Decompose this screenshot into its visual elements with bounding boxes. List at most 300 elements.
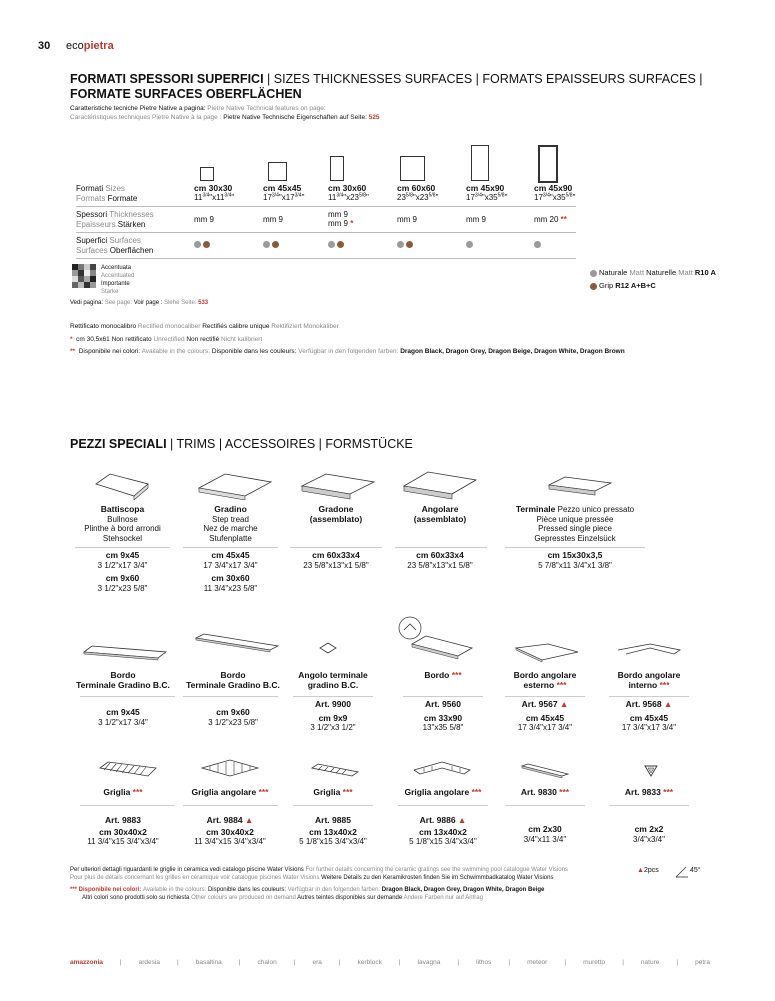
texture-swatch-icon — [72, 264, 96, 288]
bordo-angolare-esterno-drawing — [512, 640, 582, 666]
legend-grip — [590, 279, 716, 292]
trim-name: Griglia *** — [313, 787, 353, 797]
natural-dot-icon — [194, 241, 201, 248]
pcs-label: 2pcs — [643, 867, 659, 874]
trim-desc: Plinthe à bord arrondi — [84, 524, 161, 533]
size-cm: cm 9x9 — [318, 712, 348, 723]
inch-frac: 3/4 — [294, 192, 302, 199]
surface-dots — [194, 240, 212, 249]
inch-part: 11 — [328, 193, 337, 202]
size-cm: cm 60x60 — [397, 183, 436, 193]
angolo-terminale-drawing — [318, 640, 338, 656]
size-inch: 23 5/8"x13"x1 5/8" — [303, 560, 369, 570]
trim-desc: Stehsockel — [102, 533, 143, 543]
footer-link-muretto[interactable]: muretto — [583, 959, 606, 966]
divider — [290, 547, 382, 548]
trim-name-rest: Pezzo unico pressato — [555, 505, 635, 514]
trim-name: Terminale — [515, 504, 556, 514]
inch-frac: 5/8 — [359, 192, 366, 199]
footer-separator: | — [238, 959, 241, 966]
divider — [609, 696, 689, 697]
inch-frac: 3/4 — [336, 192, 344, 199]
note-text: Verfügbar in den folgenden farben: — [287, 887, 382, 893]
angle-icon — [675, 865, 689, 883]
trim-art-9830-sizes — [500, 825, 590, 844]
legend-text: Grip — [599, 281, 616, 290]
divider — [76, 232, 576, 233]
divider — [505, 805, 585, 806]
inch-part: " — [231, 193, 235, 202]
row-label-surfaces — [76, 236, 153, 256]
trim-name: Art. 9830 *** — [520, 787, 570, 797]
note-text: Pietre Native Technische Eigenschaften auf Seite: — [223, 114, 369, 121]
size-inch — [397, 193, 438, 202]
legend-text: Matt — [629, 268, 647, 277]
row-label-formats — [76, 184, 137, 204]
colours-note — [70, 886, 710, 902]
footer-separator: | — [508, 959, 511, 966]
brand-suffix: pietra — [83, 40, 114, 52]
title-bold: FORMATI SPESSORI SUPERFICI — [70, 72, 264, 86]
format-45x90-thick-icon — [538, 145, 558, 183]
size-cm: cm 9x45 — [106, 707, 140, 717]
label-fr: Surfaces — [76, 246, 110, 255]
page-number: 30 — [38, 40, 51, 52]
footer-separator: | — [293, 959, 296, 966]
see-page-number: 533 — [198, 300, 209, 306]
natural-dot-icon — [397, 241, 404, 248]
size-cm: cm 33x90 — [423, 712, 463, 723]
angle-label: 45° — [690, 867, 701, 874]
surface-legend — [590, 266, 716, 292]
inch-part: 17 — [263, 193, 272, 202]
label-en: Sizes — [105, 184, 125, 193]
note-text: Caractéristiques techniques Pietre Native à la page : — [70, 114, 224, 121]
inch-frac: 5/8 — [428, 192, 436, 199]
footer-separator: | — [622, 959, 624, 966]
size-cm: cm 45x45 — [211, 550, 250, 560]
inch-part: "x23 — [412, 193, 429, 202]
inch-part: 23 — [397, 193, 406, 202]
footer-separator: | — [564, 959, 567, 966]
inch-frac: 3/4 — [271, 192, 279, 199]
note-text: Disponible dans les couleurs: — [207, 887, 288, 893]
size-inch: 13"x35 5/8" — [422, 723, 464, 732]
size-cm: cm 30x60 — [211, 573, 250, 583]
natural-dot-icon — [466, 241, 473, 248]
trim-gradone — [286, 505, 386, 524]
label-fr: Epaisseurs — [76, 220, 118, 229]
size-inch: 11 3/4"x23 5/8" — [203, 583, 258, 593]
brand-prefix: eco — [66, 40, 84, 52]
trim-desc: Bullnose — [107, 514, 138, 524]
divider — [505, 696, 585, 697]
thickness-line-red: mm 9 * — [328, 219, 354, 228]
trim-name: interno *** — [628, 679, 670, 690]
trim-bordo-terminale-1-sizes — [68, 708, 178, 727]
technical-note — [70, 104, 710, 122]
trim-angolo-sizes — [288, 700, 378, 733]
divider — [80, 805, 175, 806]
article-number: Art. 9883 — [105, 815, 141, 825]
label-en: Surfaces — [109, 236, 141, 245]
divider — [403, 696, 483, 697]
trim-name: Terminale Gradino B.C. — [186, 679, 280, 690]
size-cm: cm 45x45 — [629, 712, 669, 723]
bordo-terminale-60-drawing — [192, 632, 282, 654]
size-inch: 5 7/8"x11 3/4"x1 3/8" — [538, 560, 612, 570]
size-inch — [534, 193, 575, 202]
title-rest: | SIZES THICKNESSES SURFACES | FORMATS EPAISSEURS SURFACES | — [263, 72, 703, 86]
note-text: Rektifiziert Monokaliber — [271, 323, 339, 330]
thickness-value: mm 9 — [194, 215, 214, 224]
size-inch: 5 1/8"x15 3/4"x3/4" — [409, 837, 477, 846]
label-en: Thicknesses — [109, 210, 154, 219]
inch-part: "x35 — [481, 193, 498, 202]
article-number: Art. 9886 ▲ — [419, 815, 467, 825]
footer-link-amazzonia[interactable]: amazzonia — [70, 959, 103, 966]
size-cm: cm 30x40x2 — [206, 826, 254, 837]
thickness-value: mm 9 — [397, 215, 417, 224]
inch-frac: 5/8 — [497, 192, 505, 199]
size-cm: cm 45x90 — [534, 183, 573, 193]
trim-name: Bordo — [110, 670, 136, 680]
inch-frac: 5/8 — [565, 192, 573, 199]
size-inch: 11 3/4"x15 3/4"x3/4" — [194, 837, 266, 846]
label-it: Superfici — [76, 236, 110, 245]
trim-name: Bordo *** — [424, 670, 462, 680]
size-cm: cm 2x30 — [528, 824, 562, 834]
inch-frac: 5/8 — [405, 192, 413, 199]
legend-text: Naturelle — [646, 268, 679, 277]
trim-bordo-interno — [604, 671, 694, 690]
note-text: Disponible dans les couleurs: — [211, 348, 299, 355]
footer-separator: | — [119, 959, 122, 966]
see-text: See page: — [104, 300, 134, 306]
inch-part: " — [435, 193, 439, 202]
divider — [609, 805, 689, 806]
trim-name: Battiscopa — [100, 504, 145, 514]
divider — [80, 696, 175, 697]
trim-griglia-9885-sizes — [283, 816, 383, 847]
note-text: Rectifiés calibre unique — [202, 323, 272, 330]
star-marker: * — [70, 336, 73, 343]
grip-dot-icon — [203, 241, 210, 248]
trim-angolare — [390, 505, 490, 524]
trim-bordo-terminale-1 — [68, 671, 178, 690]
terminale-drawing — [545, 473, 615, 499]
note-text: Caratteristiche tecniche Pietre Native a pagina: — [70, 105, 208, 112]
trim-name: gradino B.C. — [307, 679, 359, 690]
trim-bordo-terminale-2-sizes — [178, 708, 288, 727]
size-cm: cm 45x45 — [525, 712, 565, 723]
brand-logo — [66, 40, 114, 52]
natural-dot-icon — [590, 270, 597, 277]
trim-interno-sizes — [604, 700, 694, 733]
footer-separator: | — [398, 959, 401, 966]
trim-bordo-terminale-2 — [178, 671, 288, 690]
trim-art-9830 — [500, 788, 590, 798]
size-inch: 3 1/2"x23 5/8" — [208, 717, 258, 727]
inch-frac: 3/4 — [202, 192, 210, 199]
size-inch: 3 1/2"x17 3/4" — [97, 560, 148, 570]
trim-gradone-sizes — [286, 551, 386, 570]
trim-terminale-sizes — [495, 551, 655, 570]
trim-esterno-sizes — [500, 700, 590, 733]
trim-griglia-9885 — [288, 788, 378, 798]
divider — [183, 696, 278, 697]
grip-dot-icon — [590, 283, 597, 290]
size-inch: 11 3/4"x15 3/4"x3/4" — [87, 837, 159, 846]
size-inch: 3/4"x11 3/4" — [523, 834, 567, 844]
article-number: Art. 9884 ▲ — [206, 815, 254, 825]
size-inch — [328, 193, 369, 202]
row-label-thickness — [76, 210, 154, 230]
double-star-note — [70, 347, 710, 356]
size-cm: cm 13x40x2 — [419, 826, 467, 837]
divider — [183, 805, 278, 806]
note-text: *** Disponibile nei colori: — [70, 887, 144, 893]
trim-bordo-9560 — [398, 671, 488, 681]
natural-dot-icon — [534, 241, 541, 248]
gradone-drawing — [298, 470, 378, 500]
size-cm: cm 45x90 — [466, 183, 505, 193]
inch-part: "x17 — [278, 193, 295, 202]
inch-part: " — [572, 193, 576, 202]
bullnose-drawing — [92, 470, 152, 500]
footer-separator: | — [676, 959, 679, 966]
label-it: Formati — [76, 184, 106, 193]
footer-link-chalon[interactable]: chalon — [257, 959, 277, 966]
format-30x60-icon — [330, 156, 344, 181]
footer-link-nature[interactable]: nature — [640, 959, 660, 966]
size-cm: cm 30x40x2 — [99, 826, 147, 837]
triangle-icon: ▲ — [637, 867, 644, 874]
surface-dots — [263, 240, 281, 249]
trim-griglia-9886 — [388, 788, 498, 798]
inch-part: "x23 — [343, 193, 360, 202]
label-de: Formate — [107, 194, 138, 203]
note-text: Disponibile nei colori: — [78, 348, 142, 355]
size-cm: cm 13x40x2 — [309, 826, 357, 837]
trim-art-9833 — [604, 788, 694, 798]
footer-link-lithos[interactable]: lithos — [476, 959, 492, 966]
size-cm: cm 9x60 — [216, 707, 250, 717]
size-inch: 17 3/4"x17 3/4" — [517, 723, 573, 732]
article-number: Art. 9885 — [315, 815, 351, 825]
footer-link-petra[interactable]: petra — [695, 959, 710, 966]
texture-legend — [101, 264, 134, 296]
note-text: cm 30,5x61 Non rettificato — [76, 336, 154, 343]
bordo-9560-drawing — [396, 614, 476, 664]
trim-name: Angolare — [421, 504, 459, 514]
trim-desc: Pressed single piece — [538, 524, 612, 533]
legend-text: Naturale — [599, 268, 630, 277]
inch-part: " — [365, 193, 369, 202]
grating-note — [70, 866, 630, 882]
inch-part: 17 — [466, 193, 475, 202]
size-inch: 3 1/2"x17 3/4" — [98, 717, 148, 727]
thickness-value: mm 9 — [466, 215, 486, 224]
thickness-value — [328, 210, 353, 228]
see-page-note — [70, 299, 208, 307]
star-note — [70, 335, 710, 344]
surface-dots — [397, 240, 415, 249]
trim-desc: (assemblato) — [309, 513, 363, 524]
natural-dot-icon — [328, 241, 335, 248]
label-fr: Formats — [76, 194, 108, 203]
size-cm: cm 2x2 — [634, 824, 664, 834]
footer-separator: | — [177, 959, 179, 966]
divider — [76, 206, 576, 207]
divider — [395, 547, 487, 548]
footer-separator: | — [338, 959, 341, 966]
footer-separator: | — [457, 959, 460, 966]
trim-name: Griglia angolare *** — [191, 787, 269, 797]
format-column — [397, 184, 438, 202]
trim-griglia-9886-sizes — [388, 816, 498, 847]
trim-bordo-esterno — [500, 671, 590, 690]
trim-bullnose — [70, 505, 175, 543]
trim-name: Gradino — [214, 504, 247, 514]
grip-dot-icon — [406, 241, 413, 248]
legend-natural — [590, 266, 716, 279]
see-text: Vedi pagina: — [70, 300, 105, 306]
note-text: Dragon Black, Dragon Grey, Dragon Beige, Dragon White, Dragon Brown — [400, 348, 625, 355]
trim-griglia-9884-sizes — [175, 816, 285, 847]
format-column — [328, 184, 369, 202]
format-45x90-icon — [471, 145, 489, 181]
footer-link-era[interactable]: era — [312, 959, 322, 966]
note-text: Available in the colours: — [141, 348, 212, 355]
size-cm: cm 15x30x3,5 — [547, 550, 603, 560]
inch-frac: 3/4 — [542, 192, 550, 199]
size-cm: cm 60x33x4 — [416, 550, 464, 560]
note-text: Available in the colours: — [143, 887, 208, 893]
trim-bordo-9560-sizes — [398, 700, 488, 733]
pcs-legend — [637, 867, 659, 874]
divider — [75, 547, 170, 548]
trim-name: Art. 9833 *** — [624, 787, 674, 797]
natural-dot-icon — [263, 241, 270, 248]
thickness-line: mm 9 — [328, 210, 348, 219]
footer-collection-nav — [70, 959, 710, 966]
title-bold: PEZZI SPECIALI — [70, 437, 167, 451]
trim-name: esterno *** — [523, 679, 567, 690]
griglia-9883-drawing — [98, 760, 158, 780]
size-inch: 3 1/2"x3 1/2" — [310, 723, 356, 732]
trim-bullnose-sizes — [70, 551, 175, 593]
article-number: Art. 9568 ▲ — [625, 699, 673, 709]
note-text: Verfügbar in den folgenden farben: — [298, 348, 401, 355]
divider — [183, 547, 278, 548]
label-it: Spessori — [76, 210, 110, 219]
footer-link-basaltina[interactable]: basaltina — [195, 959, 222, 966]
trim-desc: Stufenplatte — [209, 533, 252, 543]
thickness-value: mm 9 — [263, 215, 283, 224]
trim-desc: Nez de marche — [203, 524, 258, 533]
note-text: Non rectifié — [186, 336, 222, 343]
trim-desc: Pièce unique pressée — [536, 514, 614, 524]
thickness-value: mm 20 ** — [534, 215, 567, 224]
trim-name: Bordo angolare — [617, 670, 681, 680]
inch-part: 17 — [534, 193, 543, 202]
footer-link-ardesia[interactable]: ardesia — [138, 959, 160, 966]
note-page: 525 — [368, 114, 380, 121]
footer-link-kerblock[interactable]: kerblock — [357, 959, 382, 966]
format-30x30-icon — [200, 167, 214, 181]
note-text: Pour plus de détails concernant les grilles en céramique voir catalogue piscines Water Visions — [70, 875, 322, 881]
trim-name: Terminale Gradino B.C. — [76, 679, 170, 690]
inch-frac: 3/4 — [474, 192, 482, 199]
size-cm: cm 30x30 — [194, 183, 233, 193]
inch-part: " — [301, 193, 305, 202]
footer-link-meteor[interactable]: meteor — [527, 959, 548, 966]
legend-text: R12 A+B+C — [615, 281, 656, 290]
section-title-formats — [70, 72, 710, 102]
size-cm: cm 60x33x4 — [312, 550, 360, 560]
step-tread-drawing — [195, 470, 275, 500]
bordo-angolare-interno-drawing — [614, 640, 684, 666]
divider — [293, 805, 373, 806]
size-cm: cm 9x60 — [105, 573, 140, 583]
texture-label: Accentuata — [101, 265, 132, 271]
section-title-trims — [70, 437, 710, 452]
trim-angolare-sizes — [390, 551, 490, 570]
title-rest: | TRIMS | ACCESSOIRES | FORMSTÜCKE — [166, 437, 413, 451]
size-cm: cm 30x60 — [328, 183, 367, 193]
trim-name: Gradone — [318, 504, 354, 514]
title-line2: FORMATE SURFACES OBERFLÄCHEN — [70, 87, 302, 101]
divider — [76, 258, 576, 259]
size-inch: 17 3/4"x17 3/4" — [621, 723, 677, 732]
trim-griglia-9883-sizes — [68, 816, 178, 847]
article-number: Art. 9560 — [425, 699, 461, 709]
texture-label: Accentuated — [101, 273, 135, 279]
format-column — [534, 184, 575, 202]
note-text: Altri colori sono prodotti solo su richiesta — [82, 895, 192, 901]
footer-link-lavagna[interactable]: lavagna — [417, 959, 441, 966]
surface-dots — [328, 240, 346, 249]
trim-name: Griglia *** — [103, 787, 143, 797]
trim-desc: Step tread — [212, 514, 249, 524]
bordo-terminale-45-drawing — [80, 640, 170, 662]
size-inch — [194, 193, 234, 202]
format-column — [263, 184, 304, 202]
label-de: Stärken — [117, 220, 146, 229]
inch-frac: 3/4 — [224, 192, 232, 199]
size-inch — [263, 193, 304, 202]
griglia-angolare-9884-drawing — [200, 758, 260, 782]
legend-text: Matt — [678, 268, 695, 277]
note-text: Dragon Black, Dragon Grey, Dragon White, Dragon Beige — [381, 887, 545, 893]
note-text: Other colours are produced on demand — [191, 895, 298, 901]
texture-label: Starke — [101, 289, 119, 295]
size-inch: 3 1/2"x23 5/8" — [97, 583, 148, 593]
article-number: Art. 9567 ▲ — [521, 699, 569, 709]
note-text: Weitere Details zu den Keramikrosten finden Sie im Schwimmbadkatalog Water Visions — [321, 875, 554, 881]
trim-desc: Gepresstes Einzelsück — [534, 533, 616, 543]
trim-step-tread — [178, 505, 283, 543]
format-60x60-icon — [400, 156, 425, 181]
surface-dots — [534, 240, 543, 249]
inch-part: " — [504, 193, 508, 202]
trim-terminale — [495, 505, 655, 543]
note-text: Rectified monocaliber — [137, 323, 203, 330]
size-cm: cm 45x45 — [263, 183, 302, 193]
note-text: For further details concerning the ceramic gratings see the swimming pool catalogue Water Visions — [305, 867, 568, 873]
divider — [505, 547, 645, 548]
